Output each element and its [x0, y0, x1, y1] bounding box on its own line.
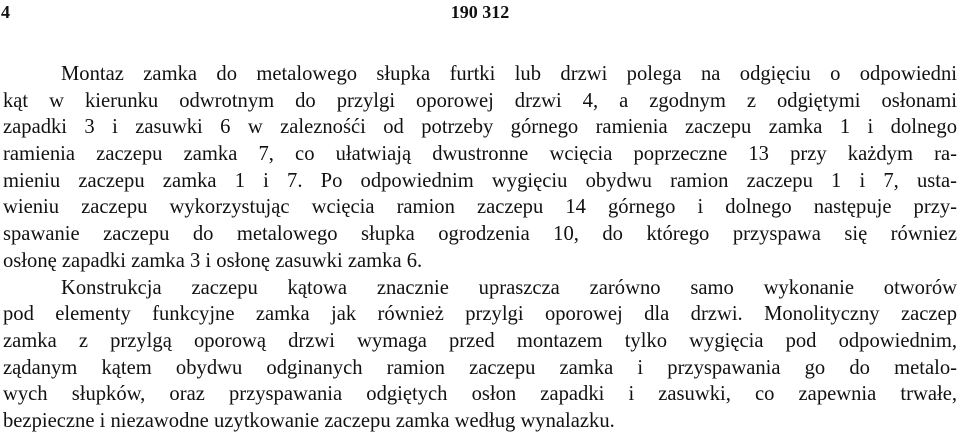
paragraph-1	[3, 61, 957, 275]
paragraph-2	[3, 275, 957, 435]
text-line: zapadki 3 i zasuwki 6 w zaleznośći od potrzeby górnego ramienia zaczepu zamka 1 i dolnego	[3, 116, 957, 139]
text-line: spawanie zaczepu do metalowego słupka ogrodzenia 10, do którego przyspawa się równiez	[3, 223, 957, 246]
page-header	[0, 2, 960, 26]
text-line: Montaz zamka do metalowego słupka furtki lub drzwi polega na odgięciu o odpowiedni	[61, 63, 957, 85]
document-number: 190 312	[450, 2, 510, 22]
text-line: kąt w kierunku odwrotnym do przylgi oporowej drzwi 4, a zgodnym z odgiętymi osłonami	[3, 89, 957, 112]
text-line: pod elementy funkcyjne zamka jak również przylgi oporowej dla drzwi. Monolityczny zaczep	[3, 303, 957, 326]
text-line: wieniu zaczepu wykorzystując wcięcia ramion zaczepu 14 górnego i dolnego następuje przy-	[3, 196, 957, 219]
text-line: ządanym kątem obydwu odginanych ramion zaczepu zamka i przyspawania go do metalo-	[3, 356, 957, 379]
body-text	[3, 61, 957, 435]
text-line: bezpieczne i niezawodne uzytkowanie zaczepu zamka według wynalazku.	[3, 409, 615, 432]
text-line: osłonę zapadki zamka 3 i osłonę zasuwki zamka 6.	[3, 249, 423, 272]
page-number: 4	[1, 2, 10, 22]
text-line: zamka z przylgą oporową drzwi wymaga przed montazem tylko wygięcia pod odpowiednim,	[3, 329, 957, 352]
text-line: Konstrukcja zaczepu kątowa znacznie upraszcza zarówno samo wykonanie otworów	[61, 276, 957, 299]
text-line: mieniu zaczepu zamka 1 i 7. Po odpowiednim wygięciu obydwu ramion zaczepu 1 i 7, usta-	[3, 169, 957, 192]
text-line: wych słupków, oraz przyspawania odgiętych osłon zapadki i zasuwki, co zapewnia trwałe,	[3, 383, 957, 406]
text-line: ramienia zaczepu zamka 7, co ułatwiają dwustronne wcięcia poprzeczne 13 przy każdym ra-	[3, 143, 957, 166]
